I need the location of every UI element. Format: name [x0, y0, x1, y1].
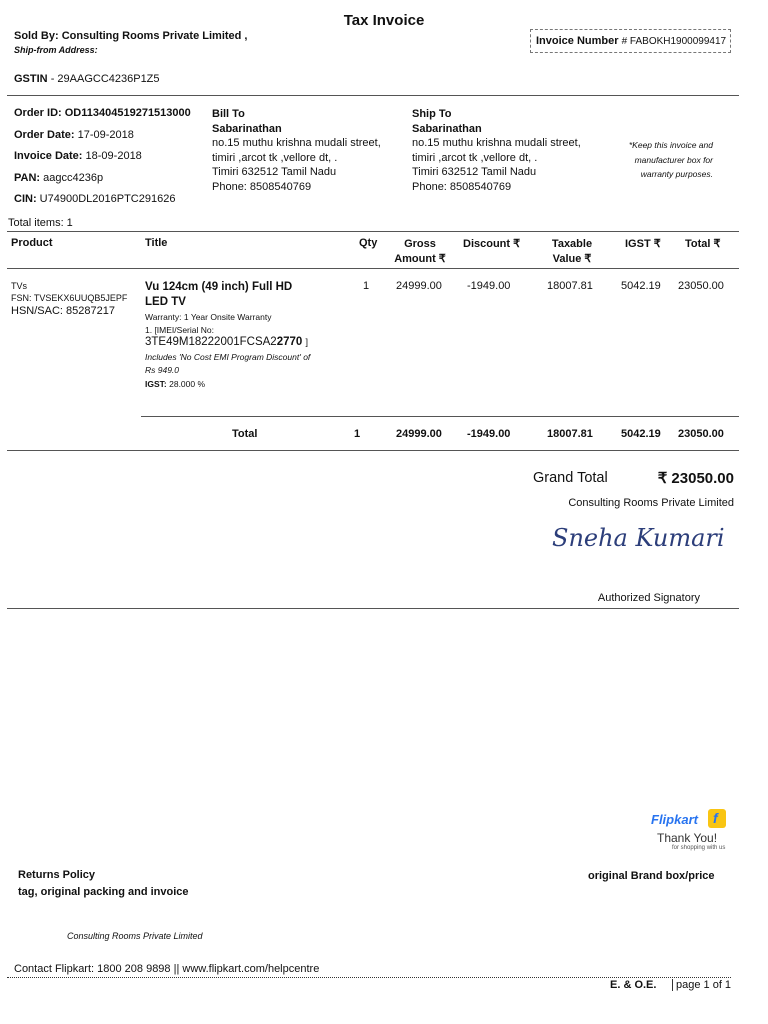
gstin-label: GSTIN	[14, 73, 48, 85]
signature-divider	[7, 608, 739, 609]
warranty-note-line3: warranty purposes.	[640, 169, 713, 179]
col-header-title: Title	[145, 237, 168, 249]
col-header-gross	[388, 237, 452, 267]
row-gross: 24999.00	[396, 280, 442, 292]
serial-end: ]	[305, 337, 309, 347]
flipkart-wordmark: Flipkart	[651, 812, 698, 827]
totals-igst: 5042.19	[621, 428, 661, 440]
contact-divider	[7, 977, 731, 978]
ship-to-line3: Timiri 632512 Tamil Nadu	[412, 166, 537, 178]
product-fsn: FSN: TVSEKX6UUQB5JEPF	[11, 293, 128, 303]
warranty-note-line1: *Keep this invoice and	[628, 140, 713, 150]
product-hsn: HSN/SAC: 85287217	[11, 305, 115, 317]
totals-taxable: 18007.81	[547, 428, 593, 440]
row-qty: 1	[363, 280, 370, 292]
row-igst: 5042.19	[621, 280, 661, 292]
table-row	[11, 281, 127, 317]
serial-main: 3TE49M18222001FCSA2	[145, 336, 277, 348]
order-date-label: Order Date:	[14, 128, 75, 141]
ship-to-heading: Ship To	[412, 108, 452, 120]
bill-to-name: Sabarinathan	[212, 122, 282, 135]
authorized-signatory: Authorized Signatory	[597, 592, 700, 604]
cin-label: CIN:	[14, 193, 37, 205]
flipkart-logo-icon	[708, 809, 726, 828]
header-divider	[7, 95, 739, 96]
bill-to-phone: Phone: 8508540769	[212, 180, 312, 193]
sold-by	[14, 30, 247, 42]
grand-total-company: Consulting Rooms Private Limited	[568, 497, 734, 509]
returns-right-text: original Brand box/price	[588, 870, 715, 882]
col-header-taxable-line1: Taxable	[551, 238, 593, 250]
serial-bold: 2770	[276, 336, 303, 348]
emi-line2: Rs 949.0	[145, 365, 180, 375]
invoice-number-value: # FABOKH1900099417	[621, 36, 727, 47]
table-header-divider	[7, 268, 739, 269]
serial-number	[145, 336, 350, 348]
ship-from-address: Ship-from Address:	[14, 45, 98, 55]
row-discount: -1949.00	[467, 280, 511, 292]
grand-total-value: ₹ 23050.00	[657, 470, 734, 487]
cin-value: U74900DL2016PTC291626	[39, 193, 176, 205]
invoice-date	[14, 146, 191, 168]
bill-to-line3: Timiri 632512 Tamil Nadu	[212, 166, 337, 178]
table-top-divider	[7, 231, 739, 232]
gstin-value: - 29AAGCC4236P1Z5	[50, 73, 160, 85]
page-number: page 1 of 1	[672, 979, 731, 991]
order-id	[14, 103, 191, 125]
order-details	[14, 103, 191, 211]
invoice-number-label: Invoice Number	[536, 35, 619, 47]
footer-company: Consulting Rooms Private Limited	[67, 931, 203, 941]
pan	[14, 168, 191, 190]
col-header-igst: IGST ₹	[625, 238, 661, 250]
order-date	[14, 125, 191, 147]
cin	[14, 189, 191, 211]
col-header-product: Product	[11, 237, 53, 249]
totals-qty: 1	[354, 428, 361, 440]
order-date-value: 17-09-2018	[77, 128, 134, 141]
order-id-label: Order ID:	[14, 107, 62, 119]
imei-label: 1. [IMEI/Serial No:	[145, 325, 214, 335]
warranty-note-line2: manufacturer box for	[634, 154, 713, 165]
col-header-total: Total ₹	[685, 238, 721, 250]
col-header-gross-line1: Gross	[404, 238, 436, 250]
totals-bottom-divider	[7, 450, 739, 451]
col-header-taxable-line2: Value ₹	[552, 253, 592, 265]
bill-to-heading: Bill To	[212, 108, 245, 120]
sold-by-name: Consulting Rooms Private Limited ,	[61, 30, 248, 42]
flipkart-logo-letter: f	[713, 810, 718, 826]
ship-to-line2: timiri ,arcot tk ,vellore dt, .	[412, 151, 538, 164]
igst-rate	[145, 379, 350, 389]
bill-to-block	[212, 107, 381, 194]
order-id-value: OD113404519271513000	[64, 107, 191, 119]
col-header-gross-line2: Amount ₹	[394, 253, 446, 265]
eoe: E. & O.E.	[610, 979, 657, 991]
returns-text: tag, original packing and invoice	[18, 886, 189, 898]
signature: Sneha Kumari	[552, 524, 725, 552]
totals-total: 23050.00	[678, 428, 724, 440]
emi-note	[145, 351, 350, 377]
thank-you: Thank You!	[657, 831, 718, 845]
totals-top-divider	[141, 416, 739, 417]
product-title-line2: LED TV	[145, 296, 186, 308]
ship-to-line1: no.15 muthu krishna mudali street,	[412, 137, 581, 149]
col-header-discount: Discount ₹	[463, 238, 521, 250]
pan-label: PAN:	[14, 171, 41, 184]
igst-rate-value: 28.000 %	[169, 379, 206, 389]
contact-line: Contact Flipkart: 1800 208 9898 || www.flipkart.com/helpcentre	[14, 963, 320, 975]
bill-to-line1: no.15 muthu krishna mudali street,	[212, 137, 381, 149]
invoice-date-label: Invoice Date:	[14, 150, 83, 162]
product-title-line1: Vu 124cm (49 inch) Full HD	[145, 281, 293, 293]
product-title-block	[145, 280, 350, 389]
ship-to-block	[412, 107, 581, 194]
sold-by-label: Sold By:	[14, 30, 59, 42]
thank-you-tagline: for shopping with us	[672, 845, 726, 851]
emi-line1: Includes 'No Cost EMI Program Discount' of	[145, 352, 311, 362]
row-taxable: 18007.81	[547, 280, 593, 292]
ship-to-name: Sabarinathan	[412, 122, 482, 135]
row-total: 23050.00	[678, 280, 724, 292]
igst-rate-label: IGST:	[145, 379, 167, 389]
grand-total-label: Grand Total	[533, 470, 608, 486]
invoice-date-value: 18-09-2018	[85, 150, 142, 162]
bill-to-line2: timiri ,arcot tk ,vellore dt, .	[212, 151, 338, 164]
product-name: TVs	[11, 281, 28, 291]
pan-value: aagcc4236p	[43, 171, 104, 184]
totals-gross: 24999.00	[396, 428, 442, 440]
col-header-taxable	[540, 237, 604, 267]
totals-label: Total	[232, 428, 258, 440]
ship-to-phone: Phone: 8508540769	[412, 180, 512, 193]
gstin	[14, 73, 160, 85]
product-warranty: Warranty: 1 Year Onsite Warranty	[145, 312, 272, 322]
col-header-qty: Qty	[359, 237, 378, 249]
warranty-note	[600, 138, 713, 182]
totals-discount: -1949.00	[467, 428, 511, 440]
invoice-title: Tax Invoice	[343, 12, 425, 29]
invoice-number-box	[530, 29, 731, 53]
returns-title: Returns Policy	[18, 869, 96, 881]
total-items: Total items: 1	[8, 217, 73, 229]
